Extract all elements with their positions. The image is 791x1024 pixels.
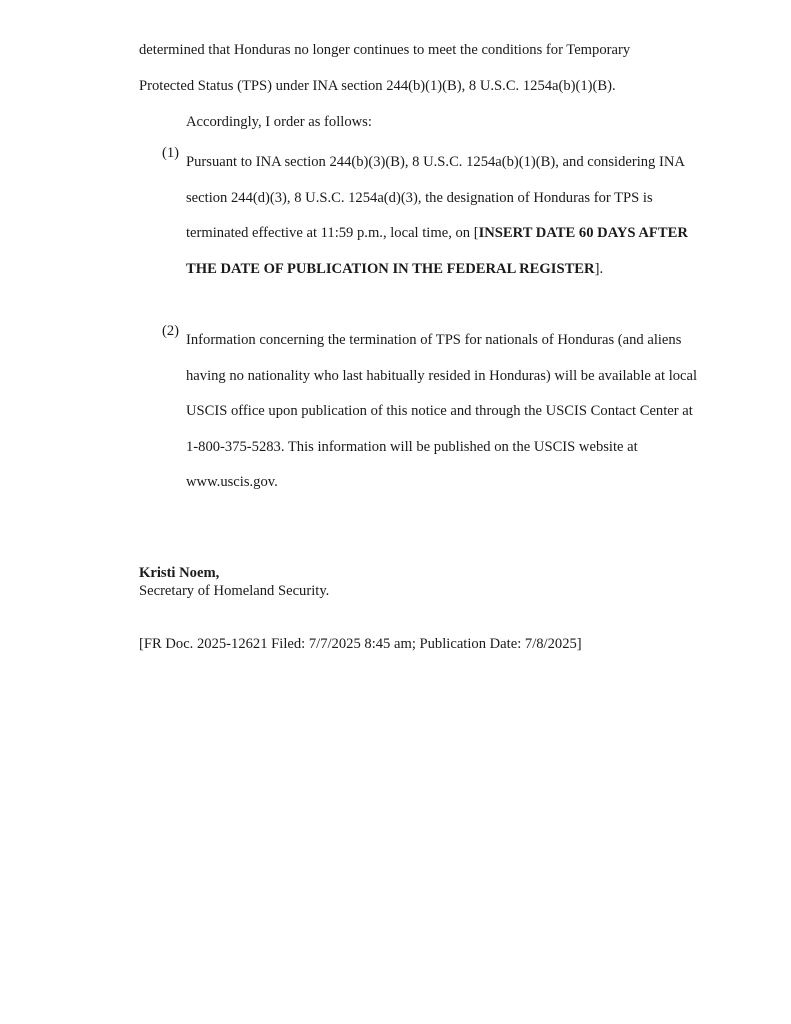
signatory-title: Secretary of Homeland Security. (139, 583, 330, 599)
fr-doc-citation: [FR Doc. 2025-12621 Filed: 7/7/2025 8:45 am; Publication Date: 7/8/2025] (139, 636, 582, 652)
list-item-number: (1) (162, 145, 180, 161)
paragraph-1-line-1: determined that Honduras no longer continues to meet the conditions for Temporary (139, 42, 631, 58)
list-item-number: (2) (162, 323, 180, 339)
signatory-name: Kristi Noem, (139, 565, 220, 581)
list-item-text-end: ]. (594, 260, 604, 277)
list-item-text: Information concerning the termination of TPS for nationals of Honduras (and aliens having no nationality who last habitually resided in Honduras) will be available at local USCIS office upon publication of this notice and through the USCIS Contact Center at 1-800-375-5283. This information will be published on the USCIS website at www.uscis.gov. (186, 332, 698, 490)
list-item-text (186, 145, 706, 287)
paragraph-1-line-2: Protected Status (TPS) under INA section 244(b)(1)(B), 8 U.S.C. 1254a(b)(1)(B). (139, 78, 616, 94)
list-item-bold-placeholder: INSERT DATE 60 DAYS AFTER THE DATE OF PUBLICATION IN THE FEDERAL REGISTER (186, 225, 688, 277)
list-item-text-start: Pursuant to INA section 244(b)(3)(B), 8 U.S.C. 1254a(b)(1)(B), and considering INA section 244(d)(3), 8 U.S.C. 1254a(d)(3), the designation of Honduras for TPS is terminated effective at 11:59 p.m., local time, on [ (186, 154, 685, 241)
order-intro: Accordingly, I order as follows: (186, 114, 372, 130)
